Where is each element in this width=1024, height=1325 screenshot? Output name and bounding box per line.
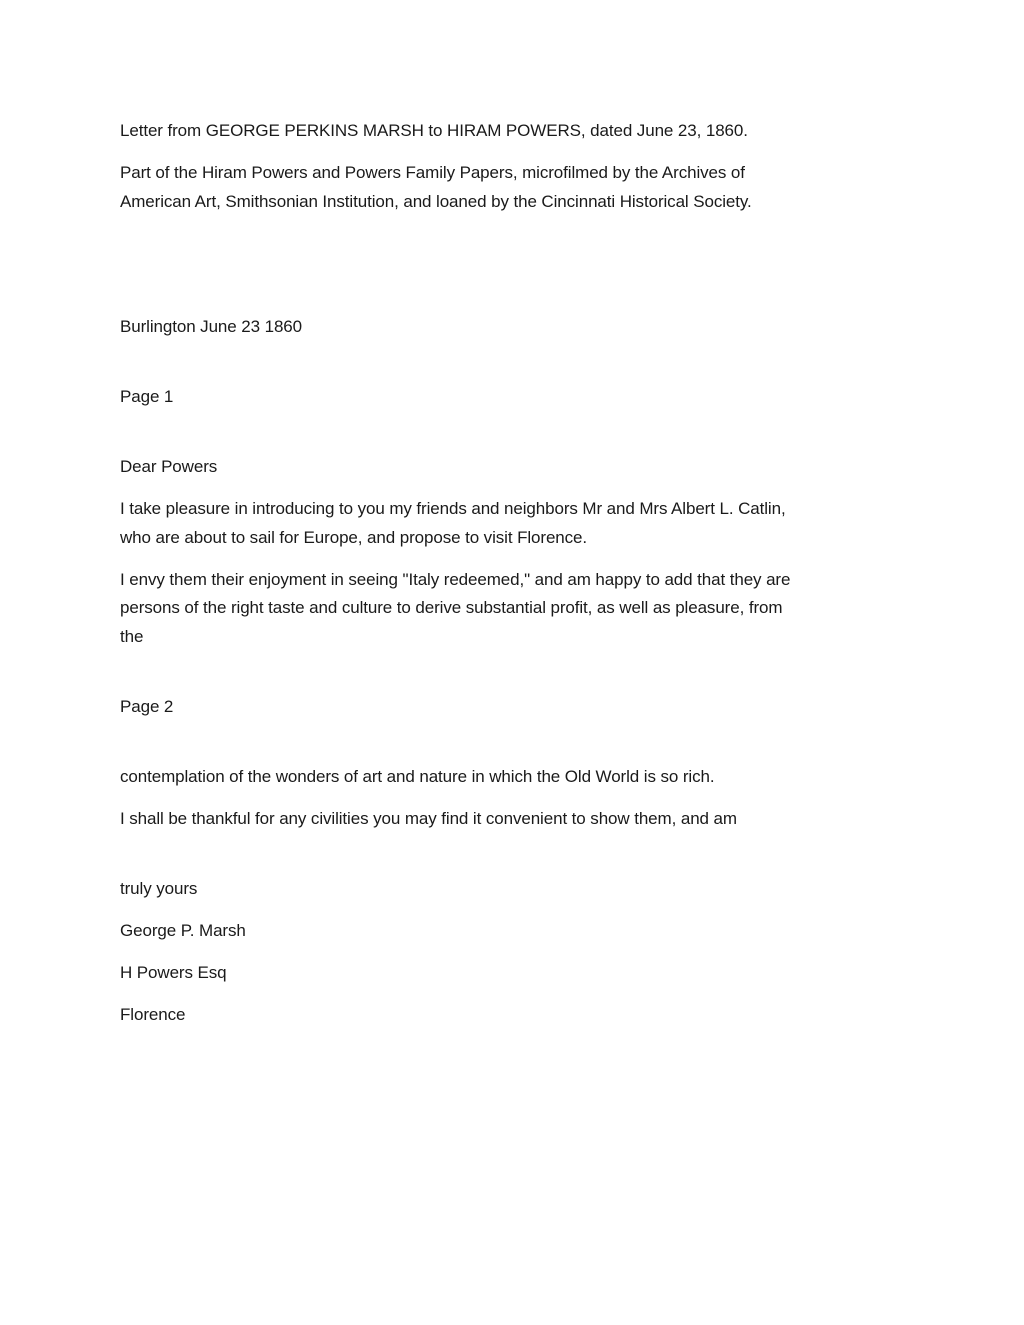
- paragraph-3: contemplation of the wonders of art and nature in which the Old World is so rich.: [120, 767, 715, 786]
- document-title: Letter from GEORGE PERKINS MARSH to HIRAM POWERS, dated June 23, 1860.: [120, 121, 748, 140]
- letter-signature: George P. Marsh: [120, 921, 246, 940]
- paragraph-2-line-2: persons of the right taste and culture to derive substantial profit, as well as pleasure, from: [120, 598, 783, 617]
- letter-closing: truly yours: [120, 879, 198, 898]
- letter-addressee: H Powers Esq: [120, 963, 227, 982]
- page-2-label: Page 2: [120, 697, 174, 716]
- paragraph-1-line-1: I take pleasure in introducing to you my friends and neighbors Mr and Mrs Albert L. Catlin,: [120, 499, 786, 518]
- paragraph-2-line-3: the: [120, 627, 144, 646]
- letter-salutation: Dear Powers: [120, 457, 218, 476]
- paragraph-4: I shall be thankful for any civilities you may find it convenient to show them, and am: [120, 809, 737, 828]
- source-note-line-2: American Art, Smithsonian Institution, and loaned by the Cincinnati Historical Society.: [120, 192, 752, 211]
- paragraph-2-line-1: I envy them their enjoyment in seeing "Italy redeemed," and am happy to add that they are: [120, 570, 791, 589]
- page-1-label: Page 1: [120, 387, 174, 406]
- letter-address-city: Florence: [120, 1005, 186, 1024]
- paragraph-1-line-2: who are about to sail for Europe, and propose to visit Florence.: [120, 528, 588, 547]
- source-note-line-1: Part of the Hiram Powers and Powers Family Papers, microfilmed by the Archives of: [120, 163, 745, 182]
- letter-place-date: Burlington June 23 1860: [120, 317, 303, 336]
